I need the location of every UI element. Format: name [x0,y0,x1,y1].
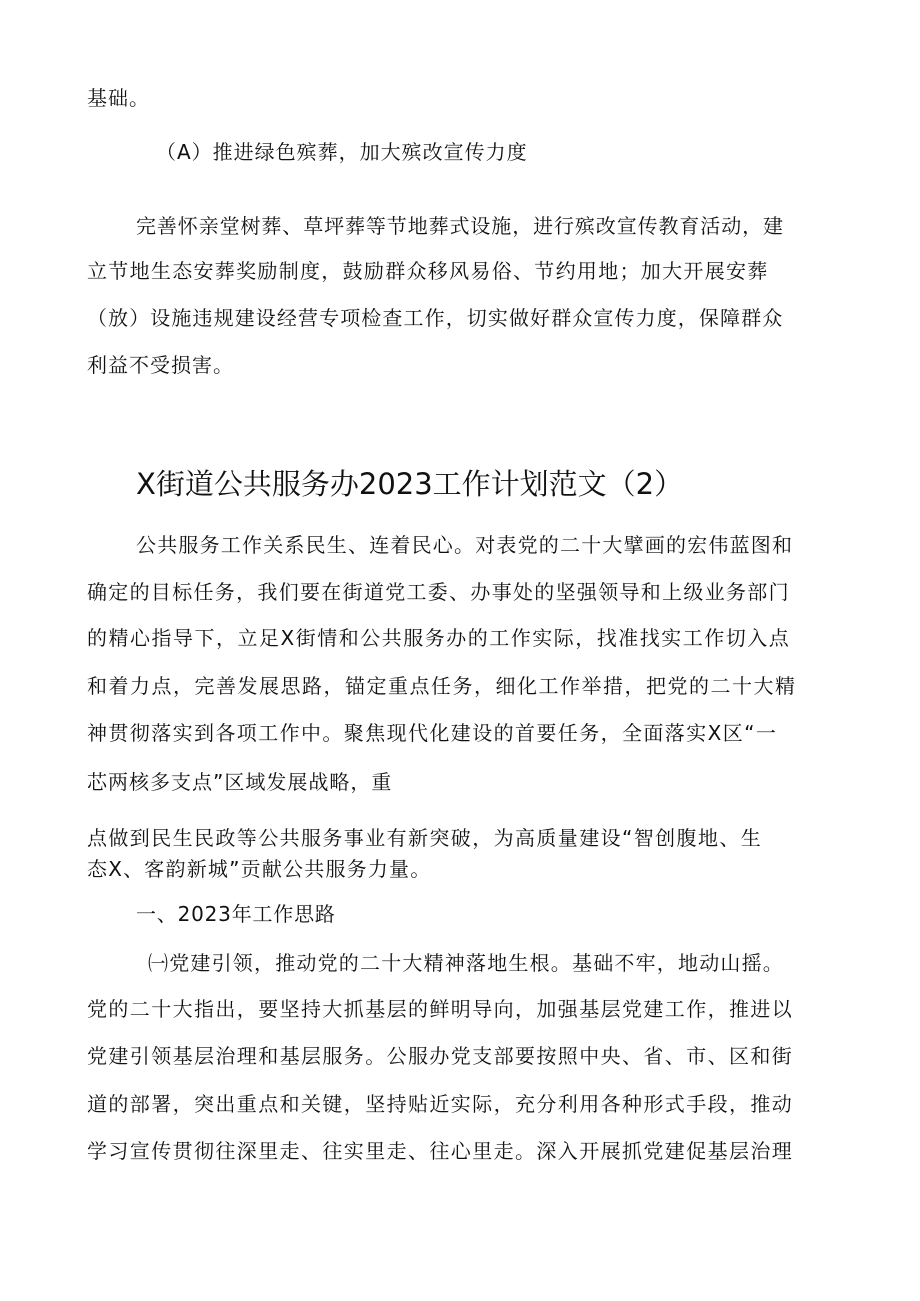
paragraph-line: 立节地生态安葬奖励制度，鼓励群众移风易俗、节约用地；加大开展安葬 [87,259,769,283]
paragraph-line: （放）设施违规建设经营专项检查工作，切实做好群众宣传力度，保障群众 [87,306,784,330]
paragraph-line: 神贯彻落实到各项工作中。聚焦现代化建设的首要任务，全面落实X区“一 [87,721,778,745]
section-a-heading: （A）推进绿色殡葬，加大殡改宣传力度 [156,140,528,164]
paragraph-line: 态X、客韵新城”贡献公共服务力量。 [87,857,432,881]
paragraph-line: 芯两核多支点”区域发展战略，重 [87,770,393,794]
paragraph-line: 确定的目标任务，我们要在街道党工委、办事处的坚强领导和上级业务部门 [87,580,790,604]
part1-heading: 一、2023年工作思路 [136,902,336,926]
paragraph-line: 的精心指导下，立足X街情和公共服务办的工作实际，找准找实工作切入点 [87,626,791,650]
top-fragment: 基础。 [87,86,150,110]
paragraph-line: ㈠党建引领，推动党的二十大精神落地生根。基础不牢，地动山摇。 [148,951,784,975]
paragraph-line: 利益不受损害。 [87,353,234,377]
paragraph-line: 党建引领基层治理和基层服务。公服办党支部要按照中央、省、市、区和街 [87,1044,794,1068]
paragraph-line: 党的二十大指出，要坚持大抓基层的鲜明导向，加强基层党建工作，推进以 [87,997,794,1021]
paragraph-line: 点做到民生民政等公共服务事业有新突破，为高质量建设“智创腹地、生 [87,826,763,850]
paragraph-line: 学习宣传贯彻往深里走、往实里走、往心里走。深入开展抓党建促基层治理 [87,1139,794,1163]
paragraph-line: 道的部署，突出重点和关键，坚持贴近实际，充分利用各种形式手段，推动 [87,1092,794,1116]
paragraph-line: 完善怀亲堂树葬、草坪葬等节地葬式设施，进行殡改宣传教育活动，建 [136,214,784,238]
paragraph-line: 公共服务工作关系民生、连着民心。对表党的二十大擘画的宏伟蓝图和 [136,533,794,557]
paragraph-line: 和着力点，完善发展思路，锚定重点任务，细化工作举措，把党的二十大精 [87,674,797,698]
document-title: X街道公共服务办2023工作计划范文（2） [136,467,684,501]
